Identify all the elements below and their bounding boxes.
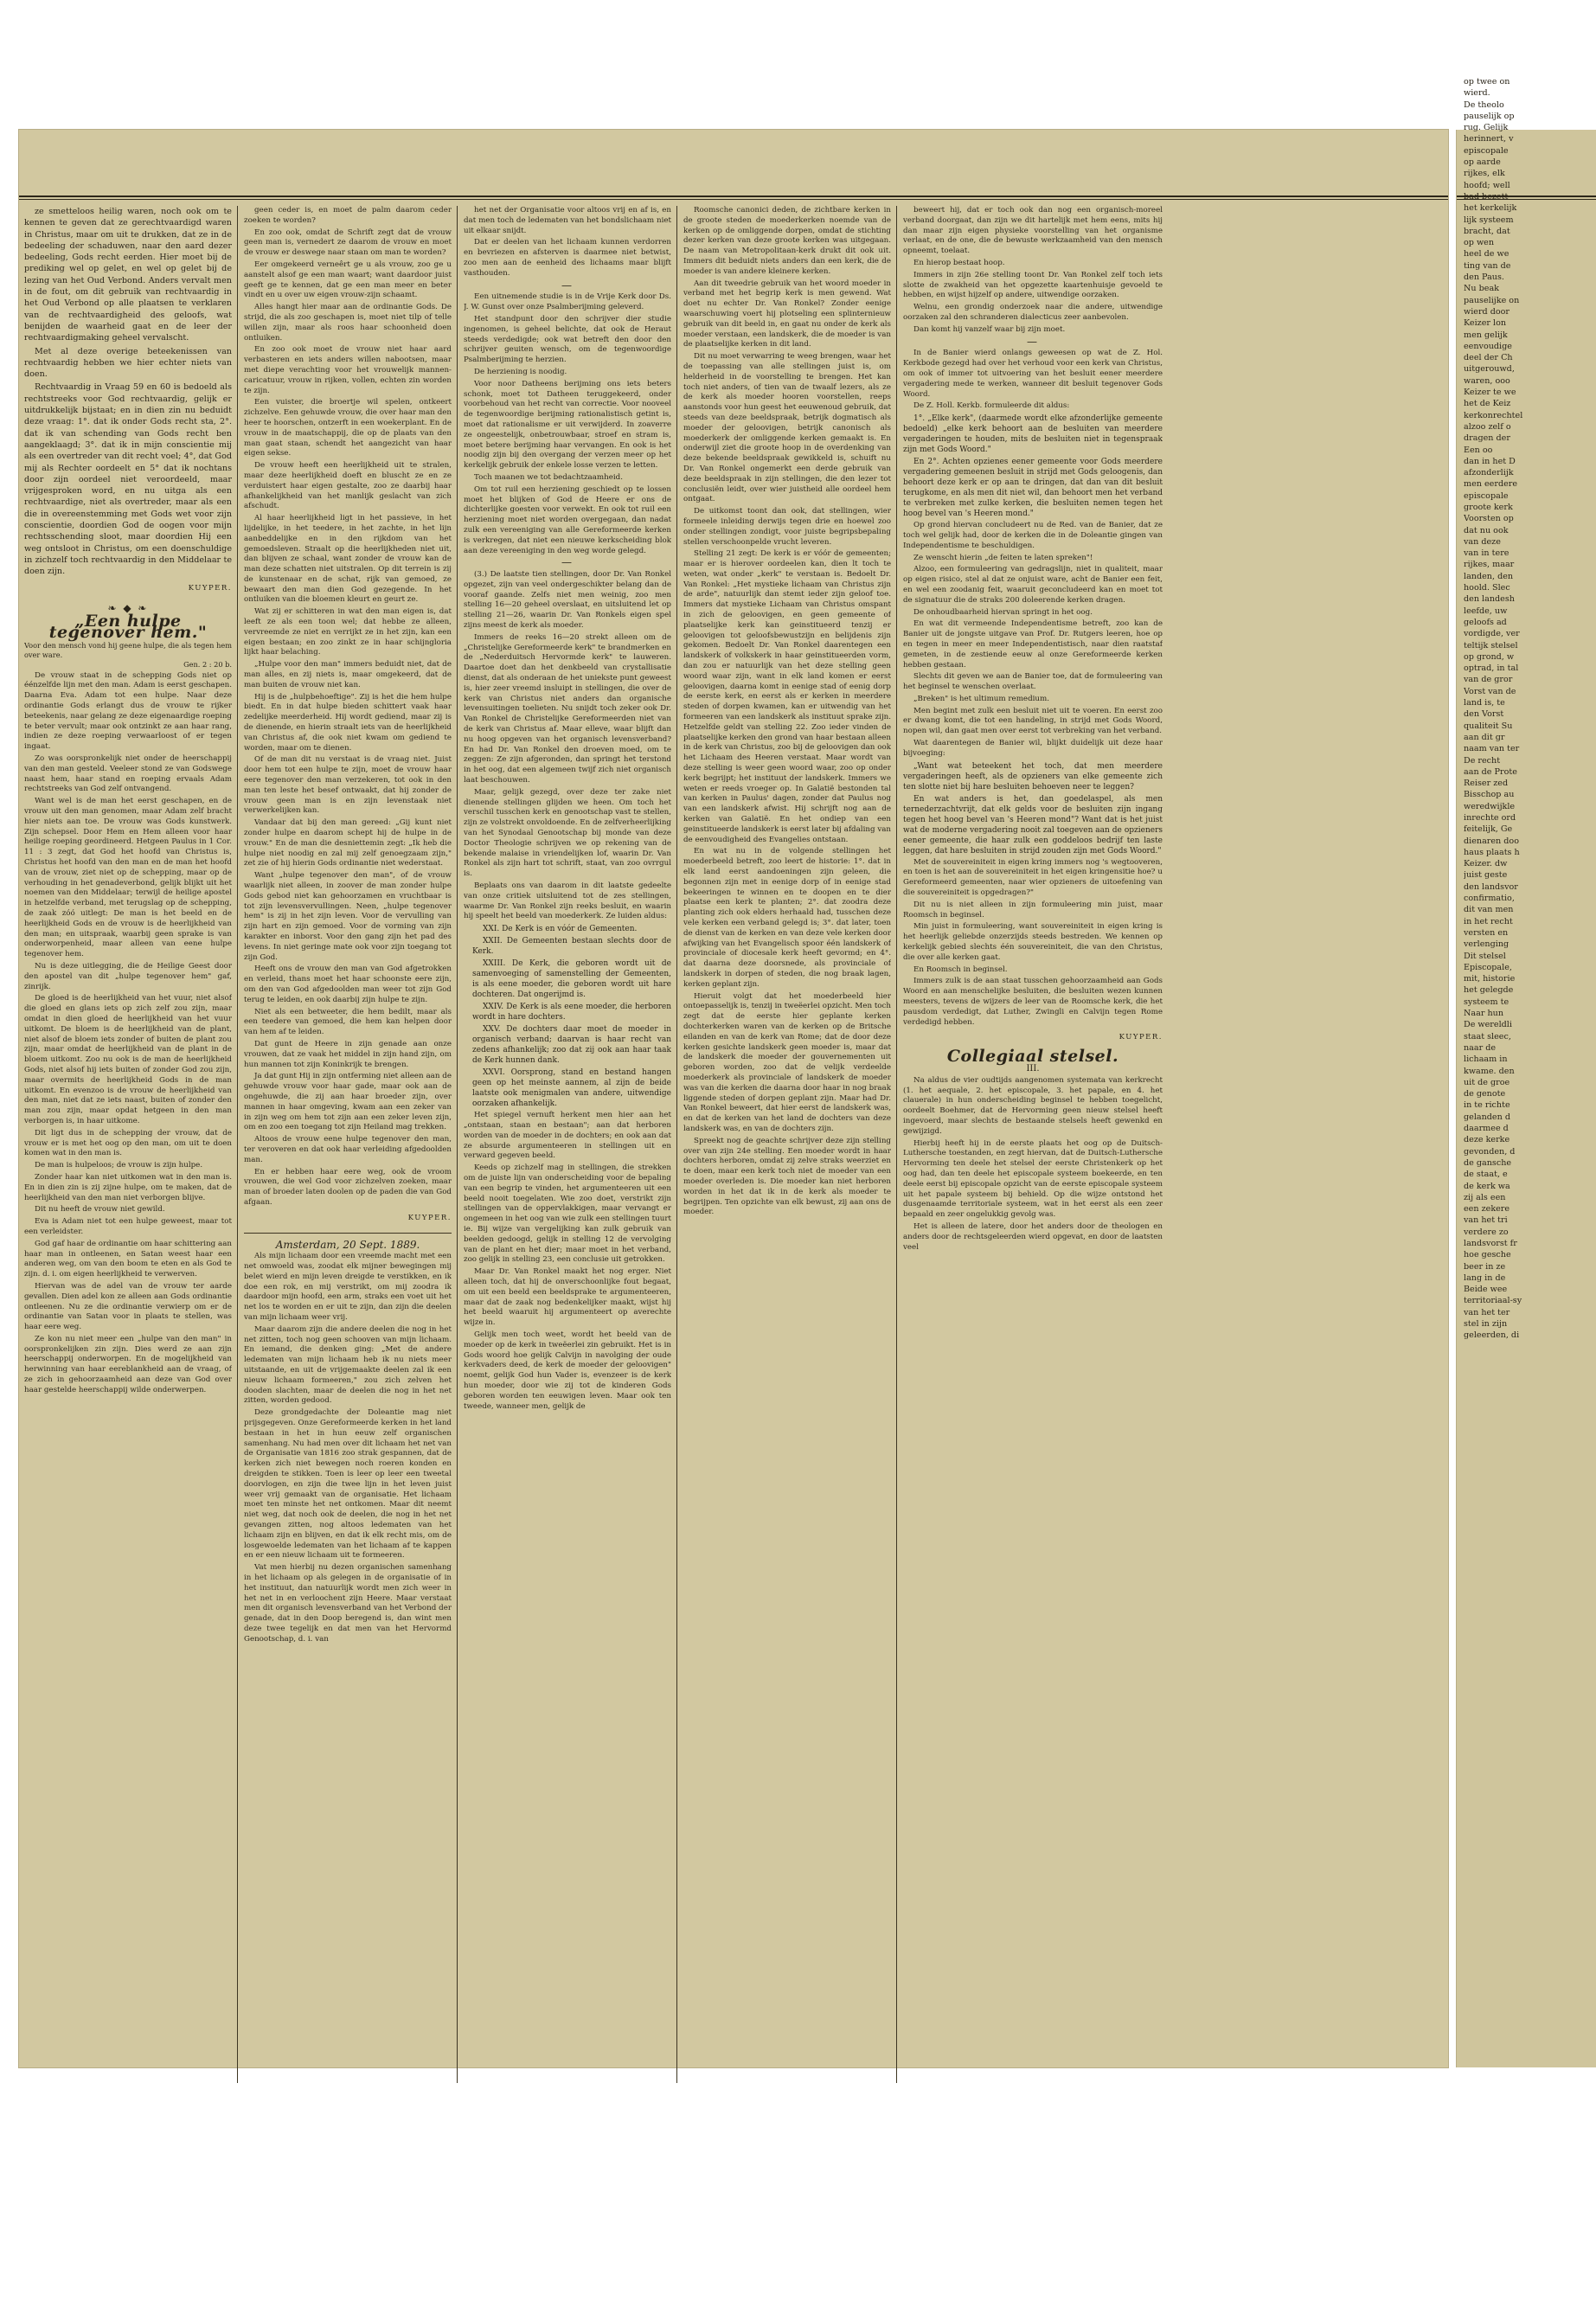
paragraph: Maar Dr. Van Ronkel maakt het nog erger. Niet alleen toch, dat hij de onverschoonlijke fout begaat, om uit een beeld een beeldsprake te argumenteeren, maar dat de zaak nog bedenkelijker maakt, wijst hij het beeld waaruit hij argumenteert op averechte wijze in. bbox=[464, 1267, 671, 1328]
edge-line: lang in de bbox=[1464, 1272, 1506, 1283]
paragraph: Immers de reeks 16—20 strekt alleen om de „Christelijke Gereformeerde kerk" te brandmerken en de „Nederduitsch Hervormde kerk" te lauweren. Daartoe doet dan het denkbeeld van crystallisatie dienst, dat als onderaan de het uniekste punt geweest is, hier zeer vreemd insluipt in stellingen, die over de kerk van Christus niet anders dan organische levensuitingen toelieten. Nu snijdt toch zeker ook Dr. Van Ronkel de Christelijke Gereformeerden niet van de kerk van Christus af. Maar elleve, waar blijft dan nu hoog opgeven van het organisch levensverband? En had Dr. Van Ronkel den droeven moed, om te zeggen: Ze zijn afgeronden, dan springt het terstond in het oog, dat een algemeen twijf zich niet organisch laat beschouwen. bbox=[464, 632, 671, 785]
thesis: XXI. De Kerk is en vóór de Gemeenten. bbox=[483, 925, 638, 934]
edge-line: het gelegde bbox=[1464, 985, 1514, 996]
edge-line: geleerden, di bbox=[1464, 1330, 1520, 1341]
paragraph: Dat gunt de Heere in zijn genade aan onze vrouwen, dat ze vaak het middel in zijn hand zijn, om hun mannen tot zijn Koninkrijk te brengen. bbox=[244, 1039, 452, 1069]
paragraph: Altoos de vrouw eene hulpe tegenover den man, ter veroveren en dat ook haar verleiding afgedoolden man. bbox=[244, 1135, 452, 1164]
paragraph: Maar, gelijk gezegd, over deze ter zake niet dienende stellingen glijden we heen. Om toch het verschil tusschen kerk en genootschap vast te stellen, zijn ze volstrekt onvoldoende. En de zelfverheerlijking van het Synodaal Genootschap bij monde van deze Doctor Theologie schrijven we op rekening van de bekende malaise in vriendelijken lof, waarin Dr. Van Ronkel als zijn hart tot schrift, staat, van zoo ovrrgul is. bbox=[464, 787, 671, 879]
edge-line: rug. Gelijk bbox=[1464, 123, 1509, 133]
edge-line: De theolo bbox=[1464, 99, 1504, 110]
column-separator bbox=[676, 206, 677, 2083]
edge-line: haus plaats h bbox=[1464, 847, 1520, 857]
paragraph: Met al deze overige beteekenissen van rechtvaardig hebben we hier echter niets van doen. bbox=[24, 346, 232, 380]
edge-line: den Paus. bbox=[1464, 272, 1504, 283]
paragraph: Dit nu moet verwarring te weeg brengen, waar het de toepassing van alle stellingen juist is, om helderheid in de voorstelling te brengen. Het kan toch niet anders, of tien van de twaalf lezers, als ze de kerk als moeder hooren voorstellen, reeps aanstonds voor hun geest het eeuwenoud gebruik, dat steeds van deze beeldspraak, betrijk dogmatisch als moeder der geloovigen, betrijk canonisch als moederkerk der omliggende kerken gemaakt is. En onderwijl ziet die groote hoop in de overdenking van deze bekende beeldspraak gewikkeld is, schuift nu Dr. Van Ronkel ongemerkt een derde gebruik van deze beeldspraak in zijn stellingen, die den lezer tot conclusiën leidt, over wier juistheid alle oordeel hem ontgaat. bbox=[683, 352, 891, 504]
paragraph: Dat er deelen van het lichaam kunnen verdorren en bevriezen en afsterven is daarmee niet betwist, zoo men aan de eenheid des lichaams maar blijft vasthouden. bbox=[464, 238, 671, 278]
paragraph: Immers in zijn 26e stelling toont Dr. Van Ronkel zelf toch iets slotte de zwakheid van het opgezette kaartenhuisje gevoeld te hebben, en wijst hijzelf op andere, uitwendige oorzaken. bbox=[903, 270, 1163, 300]
column-4 bbox=[683, 206, 891, 2092]
edge-line: aan de Prote bbox=[1464, 766, 1517, 777]
edge-line: van het tri bbox=[1464, 1215, 1508, 1226]
paragraph: Als mijn lichaam door een vreemde macht met een net omwoeld was, zoodat elk mijner bewegingen mij belet wierd en mijn leven dreigde te verstikken, en ik doe een rok, en mij verstrikt, om mij zoodra ik daardoor mijn hoofd, een arm, straks een voet uit het net los te worden en er uit te zijn, dan zijn die deelen van mijn lichaam weer vrij. bbox=[244, 1252, 452, 1323]
edge-line: wierd door bbox=[1464, 306, 1510, 317]
edge-line: van het ter bbox=[1464, 1307, 1510, 1317]
paragraph: Men begint met zulk een besluit niet uit te voeren. En eerst zoo er dwang komt, die tot een handeling, in strijd met Gods Woord, nopen wil, dan gaat men over eerst tot verbreking van het verband. bbox=[903, 706, 1163, 736]
paragraph: Dan komt hij vanzelf waar bij zijn moet. bbox=[913, 324, 1066, 334]
motto bbox=[24, 641, 232, 670]
paragraph: Welnu, een grondig onderzoek naar die andere, uitwendige oorzaken zal den schranderen dialecticus zeer aanbevolen. bbox=[903, 303, 1163, 322]
edge-column bbox=[1464, 76, 1592, 1962]
paragraph: Alles hangt hier maar aan de ordinantie Gods. De strijd, die als zoo geschapen is, moet niet tilp of telle willen zijn, maar als roos haar schoonheid doen ontluiken. bbox=[244, 303, 452, 343]
edge-line: men eerdere bbox=[1464, 479, 1518, 490]
paragraph: En hierop bestaat hoop. bbox=[913, 258, 1005, 267]
edge-line: naam van ter bbox=[1464, 744, 1520, 754]
edge-line: Bisschop au bbox=[1464, 790, 1515, 800]
edge-line: Nu beak bbox=[1464, 284, 1499, 294]
paragraph: Een vuister, die broertje wil spelen, ontkeert zichzelve. Een gehuwde vrouw, die over haar man den heer te hoorschen, ontzerft in een woekerplant. En de vrouw in de maatschappij, die op de plaats van den man gaat staan, schendt het aangezicht van haar eigen sekse. bbox=[244, 398, 452, 458]
edge-line: staat sleec, bbox=[1464, 1031, 1511, 1042]
edge-line: juist geste bbox=[1464, 870, 1508, 881]
column-5 bbox=[903, 206, 1163, 2092]
edge-line: in te richte bbox=[1464, 1100, 1510, 1111]
edge-line: landen, den bbox=[1464, 571, 1514, 581]
paragraph: „Breken" is het ultimum remedium. bbox=[913, 694, 1050, 703]
paragraph: En er hebben haar eere weg, ook de vroom vrouwen, die wel God voor zichzelven zoeken, maar man of broeder laten doolen op de paden die van God afgaan. bbox=[244, 1167, 452, 1207]
paragraph: Deze grondgedachte der Doleantie mag niet prijsgegeven. Onze Gereformeerde kerken in het land bestaan in het in hun eeuw zelf organischen samenhang. Nu had men over dit lichaam het net van de Organisatie van 1816 zoo strak gespannen, dat de kerken zich niet bewegen noch roeren konden en dreigden te stikken. Toen is leer op leer een tweetal doorvlogen, en zijn die twee lijn in het leven juist weer vrij gemaakt van de organisatie. Het lichaam moet ten minste het net ontkomen. Maar dit neemt niet weg, dat noch ook de deelen, die nog in het net gevangen zitten, nog altoos ledematen van het lichaam zijn en blijven, en dat ik elk recht mis, om de losgewoelde ledematen van het lichaam af te kappen en er een nieuw lichaam uit te formeeren. bbox=[244, 1408, 452, 1561]
paragraph: Alzoo, een formuleering van gedragslijn, niet in qualiteit, maar op eigen risico, stel al dat ze onjuist ware, acht de Banier een feit, en wel een zoodanig feit, waaruit geconcludeerd kan en moet tot de signatuur die de straks 200 doleerende kerken dragen. bbox=[903, 565, 1163, 605]
edge-line: vordigde, ver bbox=[1464, 629, 1520, 639]
paragraph: Immers zulk is de aan staat tusschen gehoorzaamheid aan Gods Woord en aan menschelijke besluiten, die besluiten wezen kunnen meesters, tevens de wijzers de leer van de Roomsche kerk, die het pausdom verdedigt, dat Luther, Zwingli en Calvijn tegen Rome verdedigd hebben. bbox=[903, 977, 1163, 1027]
edge-line: Keizer. dw bbox=[1464, 859, 1508, 869]
edge-line: territoriaal-sy bbox=[1464, 1296, 1522, 1306]
edge-line: den Vorst bbox=[1464, 709, 1504, 720]
edge-line: verlenging bbox=[1464, 939, 1509, 950]
signature: KUYPER. bbox=[1118, 1033, 1163, 1042]
edge-line: Reiser zed bbox=[1464, 779, 1509, 789]
thesis: XXV. De dochters daar moet de moeder in organisch verband; daarvan is haar recht van zedens afhankelijk; zoo dat zij ook aan haar taak de Kerk hunnen dank. bbox=[472, 1025, 671, 1066]
paragraph: De man is hulpeloos; de vrouw is zijn hulpe. bbox=[35, 1161, 203, 1170]
paragraph: Toch maanen we tot bedachtzaamheid. bbox=[474, 472, 623, 482]
edge-line: op twee on bbox=[1464, 77, 1510, 87]
paragraph: En wat nu in de volgende stellingen het moederbeeld betreft, zoo leert de historie: 1°. dat in elk land eerst aandoeningen zijn geleen, die begonnen zijn met in eenige dorp of in eenige stad bekeeringen te winnen en te doopen en te dier plaatse een kerk te planten; 2°. dat zoodra deze planting zich ook elders herhaald had, tusschen deze vele kerken een verband gelegd is; 3°. dat later, toen de dienst van de kerken en van deze vele kerken door afwijking van het Evangelisch spoor één landskerk of provinciale of diocesale kerk heeft gevormd; en 4°. dat daarna deze doorsnede, als provinciale of landskerk in dorpen of steden, die nog braak lagen, kerken geplant zijn. bbox=[683, 847, 891, 989]
paragraph: Op grond hiervan concludeert nu de Red. van de Banier, dat ze toch wel gelijk had, door de kerken die in de Doleantie gingen van Independentisme te beschuldigen. bbox=[903, 521, 1163, 550]
thesis: XXIII. De Kerk, die geboren wordt uit de samenvoeging of samenstelling der Gemeenten, is als eene moeder, die geboren wordt uit hare dochteren. Dat ongerijmd is. bbox=[472, 959, 671, 1000]
paragraph: Want wel is de man het eerst geschapen, en de vrouw uit den man genomen, maar Adam zelf bracht hier niets aan toe. De vrouw was Gods kunstwerk. Zijn schepsel. Door Hem en Hem alleen voor haar heilige roeping geordineerd. Hetgeen Paulus in 1 Cor. 11 : 3 zegt, dat God het hoofd van Christus is, Christus het hoofd van den man en de man het hoofd van de vrouw, ziet niet op de schepping, maar op de verhouding in het genadeverbond, gelijk blijkt uit het noemen van den Middelaar; terwijl de heilige apostel in hetzelfde verband, met terugslag op de schepping, de zaak zóó uitlegt: De man is het beeld en de heerlijkheid Gods en de vrouw is de heerlijkheid van den man; en uitspraak, waarbij geen sprake is van onderworpenheid, maar alleen van eene hulpe tegenover hem. bbox=[24, 797, 232, 959]
paragraph: In de Banier wierd onlangs geweesen op wat de Z. Hol. Kerkbode gezegd had over het verhoud voor een kerk van Christus, om ook of immer tot uitvoering van het besluit eener meerdere vergadering mede te werken, wanneer dit besluit tegenover Gods Woord. bbox=[903, 349, 1163, 399]
paragraph: „Hulpe voor den man" immers beduidt niet, dat de man alles, en zij niets is, maar omgekeerd, dat de man buiten de vrouw niet kan. bbox=[244, 660, 452, 689]
paragraph: Heeft ons de vrouw den man van God afgetrokken en verleid, thans moet het haar schoonste eere zijn, om den van God afgedoolden man weer tot zijn God terug te leiden, en ook daarbij zijn hulpe te zijn. bbox=[244, 965, 452, 1004]
paragraph: Zo was oorspronkelijk niet onder de heerschappij van den man gesteld. Veeleer stond ze van Godswege naast hem, haar stand en roeping ervaals Adam rechtstreeks van God zelf ontvangend. bbox=[24, 754, 232, 794]
edge-line: confirmatio, bbox=[1464, 894, 1515, 904]
edge-line: de staat, e bbox=[1464, 1170, 1508, 1180]
edge-line: den landsvor bbox=[1464, 881, 1518, 892]
edge-line: een zekere bbox=[1464, 1204, 1510, 1215]
paragraph: De herziening is noodig. bbox=[474, 367, 567, 376]
thesis: XXII. De Gemeenten bestaan slechts door de Kerk. bbox=[472, 937, 671, 957]
paragraph: De vrouw staat in de schepping Gods niet op éénzelfde lijn met den man. Adam is eerst geschapen. Daarna Eva. Adam tot een hulpe. Naar deze ordinantie Gods erlangt dus de vrouw te rijker beteekenis, naar gelang ze deze eigenaardige roeping te beter vervult; maar ook ontzinkt ze aan haar rang, indien ze deze roeping verwaarloost of er tegen ingaat. bbox=[24, 670, 232, 752]
edge-line: van deze bbox=[1464, 536, 1501, 547]
edge-line: teltijk stelsel bbox=[1464, 640, 1518, 651]
paragraph: Min juist in formuleering, want souvereiniteit in eigen kring is het heerlijk geliebde onzerzijds steeds bestreden. We kennen op kerkelijk gebied slechts één souvereiniteit, die van den Christus, die over alle kerken gaat. bbox=[903, 922, 1163, 962]
paragraph: Vat men hierbij nu dezen organischen samenhang in het lichaam op als gelegen in de organisatie of in het instituut, dan natuurlijk wordt men zich weer in het net in en verloochent zijn Heere. Maar verstaat men dit organisch levensverband van het Verbond der genade, dat in den Doop beregend is, dan wint men deze twee tegelijk en dat men van het Hervormd Genootschap, d. i. van bbox=[244, 1563, 452, 1644]
paragraph: De uitkomst toont dan ook, dat stellingen, wier formeele inleiding derwijs tegen drie en hoewel zoo onder stellingen zondigt, voor juiste begripsbepaling stellen verschoonpelde vrucht leveren. bbox=[683, 507, 891, 547]
edge-line: hoofd; well bbox=[1464, 180, 1510, 190]
edge-line: kwame. den bbox=[1464, 1066, 1515, 1076]
edge-line: landsvorst fr bbox=[1464, 1238, 1517, 1248]
edge-line: weredwijkle bbox=[1464, 801, 1516, 811]
edge-line: uitgerouwd, bbox=[1464, 364, 1515, 375]
paragraph: Maar daarom zijn die andere deelen die nog in het net zitten, toch nog geen schooven van mijn lichaam. En iemand, die denken ging: „Met de andere ledematen van mijn lichaam heb ik nu niets meer uitstaande, en uit de vrijgemaakte deelen zal ik een nieuw lichaam formeeren," zou zich zelven het dooden slachten, maar de deelen die nog in het net zitten, worden gedood. bbox=[244, 1324, 452, 1406]
edge-line: waren, ooo bbox=[1464, 375, 1510, 386]
paragraph: Keeds op zichzelf mag in stellingen, die strekken om de juiste lijn van onderscheiding voor de bepaling van een begrip te vinden, het argumenteeren uit een beeld nooit toegelaten. Wie zoo doet, verstrikt zijn stellingen van de oppervlakkigen, maar vervangt er ongemeen in het oog van wie zulk een stellingen tuurt ie. Bij wijze van vergelijking kan zulk gebruik van beelden gedoogd, gelijk in stelling 12 de vervolging van de plant en het dier; maar moet in het verband, zoo gelijk in stelling 23, een conclusie uit getrokken. bbox=[464, 1163, 671, 1265]
paragraph: Eer omgekeerd verneêrt ge u als vrouw, zoo ge u aanstelt alsof ge een man waart; want daardoor juist geeft ge te kennen, dat ge een man meer en beter vindt en u over uw eigen vrouw-zijn schaamt. bbox=[244, 260, 452, 300]
edge-line: op grond, w bbox=[1464, 651, 1515, 662]
edge-line: rijkes, maar bbox=[1464, 560, 1515, 570]
edge-line: op wen bbox=[1464, 238, 1495, 248]
paragraph: Spreekt nog de geachte schrijver deze zijn stelling over van zijn 24e stelling. Een moeder wordt in haar dochters herboren, omdat zij zelve straks weerziet en te doen, maar een kerk toch niet de moeder van een moeder overleden is. Die moeder kan niet herboren worden in het dat ik in de kerk als moeder te begrijpen. Ten opzichte van elk bewust, zij aan ons de moeder. bbox=[683, 1136, 891, 1217]
paragraph: Hiervan was de adel van de vrouw ter aarde gevallen. Dien adel kon ze alleen aan Gods ordinantie ontleenen. Nu ze die ordinantie verwierp om er de ordinantie van Satan voor in plaats te stellen, was haar eere weg. bbox=[24, 1281, 232, 1332]
edge-line: alzoo zelf o bbox=[1464, 421, 1511, 432]
edge-line: feitelijk, Ge bbox=[1464, 824, 1513, 835]
edge-line: De recht bbox=[1464, 755, 1501, 766]
paragraph: Voor noor Datheens berijming ons iets beters schonk, moet tot Datheen teruggekeerd, onder voorbehoud van het recht van correctie. Voor nooveel de tegenwoordige berijming rationalistisch getint is, moet dat rationalisme er uit verwijderd. In zoaverre ze ongeestelijk, onbetrouwbaar, stroef en stram is, moet betere berijming haar vervangen. En ook is het noodig zijn bij den overgang der verzen meer op het kerkelijk gebruik der enkele losse verzen te letten. bbox=[464, 379, 671, 471]
paragraph: Roomsche canonici deden, de zichtbare kerken in de groote steden de moederkerken noemde van de kerken op de omliggende dorpen, omdat de stichting dezer kerken van deze groote kerken was uitgegaan. De naam van Metropolitaan-kerk drukt dit ook uit. Immers dit beduidt niets anders dan een kerk, die de moeder is van andere kleinere kerken. bbox=[683, 206, 891, 276]
paragraph: Het is alleen de latere, door het anders door de theologen en anders door de rechtsgeleerden wierd opgevat, en door de laatsten veel bbox=[903, 1221, 1163, 1252]
paragraph: Aan dit tweedrie gebruik van het woord moeder in verband met het begrip kerk is men gewend. Wat doet nu echter Dr. Van Ronkel? Zonder eenige waarschuwing voert hij plotseling een splinternieuw gebruik van dit beeld in, en gaat nu onder de kerk als moeder verstaan, een landskerk, die de moeder is van de plaatselijke kerken in dit land. bbox=[683, 279, 891, 349]
article-title: „Een hulpe tegenover hem." bbox=[48, 612, 208, 643]
edge-line: Naar hun bbox=[1464, 1009, 1504, 1019]
edge-line: wierd. bbox=[1464, 88, 1490, 99]
edge-line: leefde, uw bbox=[1464, 606, 1508, 616]
edge-line: stel in zijn bbox=[1464, 1319, 1508, 1330]
edge-line: inrechte ord bbox=[1464, 813, 1516, 823]
edge-line: heel de we bbox=[1464, 249, 1509, 260]
edge-line: geloofs ad bbox=[1464, 617, 1507, 627]
edge-line: dan in het D bbox=[1464, 456, 1516, 466]
quote: En 2°. Achten opzienes eener gemeente voor Gods meerdere vergadering gemeenen besluit in strijd met Gods geloogenis, dan behoort deze kerk er op aan te dringen, dat dan van dit besluit terugkome, en als men dit niet wil, dan behoort men het verband te verbreken met zulke kerken, die besluiten nemen tegen het hoog bevel van 's Heeren mond." bbox=[903, 458, 1163, 519]
quote: 1°. „Elke kerk", (daarmede wordt elke afzonderlijke gemeente bedoeld) „elke kerk behoort aan de besluiten van meerdere vergaderingen te houden, mits de besluiten niet in tegenspraak zijn met Gods Woord." bbox=[903, 414, 1163, 455]
newspaper-page bbox=[19, 130, 1448, 2067]
paragraph: Of de man dit nu verstaat is de vraag niet. Juist door hem tot een hulpe te zijn, moet de vrouw haar eere tegenover den man verzekeren, tot ook in den man ten leste het besef ontwaakt, dat hij zonder de vrouw geen man is en zijn levenstaak niet verwerkelijken kan. bbox=[244, 755, 452, 816]
edge-line: pauselijke on bbox=[1464, 295, 1520, 305]
edge-line: men gelijk bbox=[1464, 330, 1508, 340]
edge-line: bad bezett bbox=[1464, 191, 1509, 202]
edge-line: Episcopale, bbox=[1464, 962, 1512, 972]
edge-line: den landesh bbox=[1464, 594, 1515, 605]
edge-line: dragen der bbox=[1464, 433, 1510, 444]
paragraph: Een uitnemende studie is in de Vrije Kerk door Ds. J. W. Gunst over onze Psalmberijming geleverd. bbox=[464, 292, 671, 312]
paragraph: Hieruit volgt dat het moederbeeld hier ontoepasselijk is, tenzij in tweëerlei opzicht. Men toch zegt dat de eerste hier geplante kerken dochterkerken waren van de kerken op de Britsche eilanden en van de kerk van Rome; dat de door deze kerken gesichte landskerk geen moeder is, maar dat de landskerk die moeder der gouvernementen uit geboren worden, zoo dat de velijk verdeelde moederkerk als provinciale of landskerk de moeder was van die kerken die daarna door haar in nog braak liggende steden of dorpen geplant zijn. Maar had Dr. Van Ronkel beweert, dat hier eerst de landskerk was, en dat de kerken van het land de dochters van deze landskerk was, en van de dochters zijn. bbox=[683, 991, 891, 1133]
edge-line: het kerkelijk bbox=[1464, 203, 1517, 214]
edge-line: rijkes, elk bbox=[1464, 169, 1505, 179]
edge-line: dat nu ook bbox=[1464, 525, 1509, 535]
paragraph: (3.) De laatste tien stellingen, door Dr. Van Ronkel opgezet, zijn van veel ondergeschikter belang dan de vooraf gaande. Zelfs niet men weinig, zoo men stelling 16—20 geheel overslaat, en uitsluitend let op stelling 21—26, waarin Dr. Van Ronkels eigen spel zijns meest de kerk als moeder. bbox=[464, 570, 671, 631]
paragraph: En wat dit vermeende Independentisme betreft, zoo kan de Banier uit de jongste uitgave van Prof. Dr. Rutgers leeren, hoe op en tegen in meer en meer Independentistisch, naar dien raatstaf gemeten, in de zestiende eeuw al onze Gereformeerde kerken hebben gestaan. bbox=[903, 619, 1163, 670]
motto-text: Voor den mensch vond hij geene hulpe, die als tegen hem over ware. bbox=[24, 640, 232, 659]
section-rule: — bbox=[1027, 335, 1039, 348]
column-separator bbox=[237, 206, 238, 2083]
edge-line: uit de groe bbox=[1464, 1077, 1510, 1087]
edge-line: verdere zo bbox=[1464, 1227, 1509, 1237]
edge-line: daarmee d bbox=[1464, 1124, 1509, 1134]
dateline: Amsterdam, 20 Sept. 1889. bbox=[244, 1233, 452, 1251]
edge-line: hoe gesche bbox=[1464, 1250, 1511, 1260]
paragraph: De vrouw heeft een heerlijkheid uit te stralen, maar deze heerlijkheid doeft en bluscht ze en ze verduistert haar eigen gestalte, zoo ze daarbij haar afhankelijkheid van het manlijk geslacht van zich afschudt. bbox=[244, 461, 452, 511]
quote: „Want wat beteekent het toch, dat men meerdere vergaderingen heeft, als de opzieners van elke gemeente zich ten slotte niet bij hare besluiten behoeven neer te leggen? bbox=[903, 761, 1163, 792]
paragraph: het net der Organisatie voor altoos vrij en af is, en dat men toch de ledematen van het bondslichaam niet uit elkaar snijdt. bbox=[464, 206, 671, 235]
edge-line: groote kerk bbox=[1464, 502, 1513, 512]
paragraph: Slechts dit geven we aan de Banier toe, dat de formuleering van het beginsel te wenschen overlaat. bbox=[903, 672, 1163, 692]
edge-line: Voorsten op bbox=[1464, 514, 1514, 524]
paragraph: De gloed is de heerlijkheid van het vuur, niet alsof die gloed en glans iets op zich zelf zou zijn, maar omdat in dien gloed de heerlijkheid van het vuur uitkomt. De bloem is de heerlijkheid van de plant, niet alsof de bloem iets zonder of buiten de plant zou zijn, maar omdat de heerlijkheid van de plant in de bloem uitkomt. Zoo nu ook is de man de heerlijkheid Gods, niet alsof hij iets buiten of zonder God zou zijn, maar overmits de heerlijkheid Gods in de man uitkomt. En evenzoo is de vrouw de heerlijkheid van den man, niet dat ze iets naast, buiten of zonder den man zou zijn, maar opdat hetgeen in den man verborgen is, in haar uitkome. bbox=[24, 994, 232, 1125]
edge-line: de genote bbox=[1464, 1089, 1506, 1099]
edge-line: bracht, dat bbox=[1464, 226, 1510, 236]
col1-body bbox=[24, 671, 232, 1396]
edge-line: dit van men bbox=[1464, 905, 1514, 915]
edge-line: De wereldli bbox=[1464, 1020, 1512, 1030]
paragraph: Nu is deze uitlegging, die de Heilige Geest door den apostel van dit „hulpe tegenover hem" gaf, zinrijk. bbox=[24, 962, 232, 991]
edge-line: aan dit gr bbox=[1464, 732, 1505, 742]
paragraph: Eva is Adam niet tot een hulpe geweest, maar tot een verleidster. bbox=[24, 1217, 232, 1236]
thesis: XXVI. Oorsprong, stand en bestand hangen geen op het meinste aannem, al zijn de beide laatste ook menigmalen van andere, uitwendige oorzaken afhankelijk. bbox=[472, 1068, 671, 1109]
paragraph: Gelijk men toch weet, wordt het beeld van de moeder op de kerk in tweëerlei zin gebruikt. Het is in Gods woord hoe gelijk Calvijn in navolging der oude kerkvaders deed, de kerk de moeder der geloovigen" noemt, gelijk God hun Vader is, evenzeer is de kerk hun moeder, door wie zij tot de kinderen Gods geboren worden ten eeuwigen leven. Maar ook ten tweede, wanneer men, gelijk de bbox=[464, 1330, 671, 1411]
paragraph: Hierbij heeft hij in de eerste plaats het oog op de Duitsch-Luthersche toestanden, en zegt hiervan, dat de Duitsch-Luthersche Hervorming ten deele het stelsel der eerste Christenkerk op het oog had, dan ten deele het episcopale systeem boekeerde, en ten deele eerst bij episcopale opzicht van de eerste episcopale systeem uit het papale systeem bij behield. Op die wijze ontstond het dusgenaamde territoriale systeem, wat in het eerst als een zeer bepaald en zeer ongelukkig gevolg was. bbox=[903, 1138, 1163, 1220]
section-number: III. bbox=[1026, 1064, 1040, 1074]
edge-line: de gansche bbox=[1464, 1157, 1512, 1168]
paragraph: Zonder haar kan niet uitkomen wat in den man is. En in dien zin is zij zijne hulpe, om te maken, dat de heerlijkheid van den man niet verborgen blijve. bbox=[24, 1172, 232, 1202]
theses-list bbox=[472, 924, 671, 1109]
signature: KUYPER. bbox=[188, 583, 232, 593]
edge-line: Keizer te we bbox=[1464, 388, 1516, 398]
paragraph: Wat daarentegen de Banier wil, blijkt duidelijk uit deze haar bijvoeging: bbox=[903, 739, 1163, 758]
col1-intro bbox=[24, 206, 232, 578]
edge-line: Vorst van de bbox=[1464, 686, 1516, 696]
motto-reference: Gen. 2 : 20 b. bbox=[183, 659, 232, 669]
column-3 bbox=[464, 206, 671, 2092]
column-1 bbox=[24, 206, 232, 2092]
edge-line: gevonden, d bbox=[1464, 1146, 1516, 1157]
paragraph: Dit ligt dus in de schepping der vrouw, dat de vrouw er is met het oog op den man, om uit te doen komen wat in den man is. bbox=[24, 1128, 232, 1158]
section-rule: — bbox=[561, 556, 574, 569]
paragraph: Want „hulpe tegenover den man", of de vrouw waarlijk niet alleen, in zoover de man zonder hulpe Gods gebod niet kan gehoorzamen en vruchtbaar is tot zijn levensvervullingen. Neen, „hulpe tegenover hem" is zij in het zijn leven. Voor de vervulling van zijn hart en zijn gemoed. Voor de vorming van zijn karakter en inborst. Voor den gang zijn het pad des levens. In niet geringe mate ook voor zijn toegang tot zijn God. bbox=[244, 871, 452, 962]
paragraph: De onhoudbaarheid hiervan springt in het oog. bbox=[913, 607, 1093, 617]
signature: KUYPER. bbox=[407, 1213, 452, 1222]
edge-line: Beide wee bbox=[1464, 1285, 1508, 1295]
edge-line: naar de bbox=[1464, 1042, 1497, 1053]
edge-line: eenvoudige bbox=[1464, 341, 1512, 351]
paragraph: beweert hij, dat er toch ook dan nog een organisch-moreel verband doorgaat, dan zijn we dit hartelijk met hem eens, mits hij dan maar zijn eigen physieke voorstelling van het organisme verlaat, en de one, die de bewuste werkzaamheid van den mensch opneemt, toelaat. bbox=[903, 206, 1163, 256]
edge-line: van de gror bbox=[1464, 675, 1513, 685]
edge-line: kerkonrechtel bbox=[1464, 410, 1523, 420]
paragraph: Na aldus de vier oudtijds aangenomen systemata van kerkrecht (1. het aequale, 2. het episcopale, 3. het papale, en 4. het clauerale) in hun onderscheiding beginsel te hebben toegelicht, oordeelt Boehmer, dat de Hervorming geen nieuw stelsel heeft ingevoerd, maar slechts de bestaande stelsels heeft gewenkd en gewijzigd. bbox=[903, 1075, 1163, 1136]
edge-line: beer in ze bbox=[1464, 1261, 1506, 1272]
edge-line: deze kerke bbox=[1464, 1135, 1510, 1145]
edge-line: op aarde bbox=[1464, 157, 1501, 168]
edge-line: de kerk wa bbox=[1464, 1181, 1510, 1191]
edge-line: lijk systeem bbox=[1464, 215, 1514, 225]
edge-line: mit, historie bbox=[1464, 974, 1516, 984]
paragraph: Om tot ruil een herziening geschiedt op te lossen moet het blijken of God de Heere er ons de dichterlijke goesten voor verwekt. En ook tot ruil een herziening moet niet worden overgegaan, dan nadat zulk een vereeniging van alle Gereformeerde kerken is verkregen, dat niet een nieuwe kerkscheiding blok aan deze vereeniging in den weg worde gelegd. bbox=[464, 484, 671, 555]
edge-line: land is, te bbox=[1464, 698, 1505, 708]
article-title: Collegiaal stelsel. bbox=[946, 1047, 1119, 1067]
column-2 bbox=[244, 206, 452, 2092]
edge-line: pauselijk op bbox=[1464, 111, 1515, 121]
paragraph: Wat zij er schitteren in wat den man eigen is, dat leeft ze als een toon wel; dat hebbe ze alleen, vervreemde ze niet en verrijkt ze in het zijn, kan een eigen bestaan; en zoo zinkt ze in haar schijngloria lijkt haar belaching. bbox=[244, 607, 452, 657]
paragraph: Dit nu heeft de vrouw niet gewild. bbox=[35, 1205, 165, 1215]
edge-line: episcopale bbox=[1464, 490, 1509, 501]
paragraph: En Roomsch in beginsel. bbox=[913, 965, 1008, 974]
edge-line: ting van de bbox=[1464, 260, 1511, 271]
paragraph: Ja dat gunt Hij in zijn ontferming niet alleen aan de gehuwde vrouw voor haar gade, maar ook aan de ongehuwde, die zij aan haar broeder zijn, over mannen in haar omgeving, kwam aan een zeker van in zijn weg om hem tot zijn aan een zeker leven zijn, om en zoo een toegang tot zijn Heiland mag trekken. bbox=[244, 1072, 452, 1132]
edge-line: afzonderlijk bbox=[1464, 468, 1514, 478]
edge-line: Een oo bbox=[1464, 445, 1493, 455]
edge-line: gelanden d bbox=[1464, 1112, 1510, 1122]
quote: En wat anders is het, dan goedelaspel, als men ternederzachtvrijt, dat elk gelds voor de besluiten zijn ingang tegen het hoog bevel van 's Heeren mond"? Want dat is het juist wat de moderne vergadering nooit zal toegeven aan de opzieners eener gemeente, die haar zulk een goddeloos bedrijf ten laste leggen, dat hare besluiten in strijd zouden zijn met Gods Woord." bbox=[903, 794, 1163, 856]
edge-line: herinnert, v bbox=[1464, 134, 1514, 144]
edge-line: systeem te bbox=[1464, 997, 1509, 1007]
paragraph: God gaf haar de ordinantie om haar schittering aan haar man in ontleenen, en Satan weest haar een anderen weg, om van den boom te eten en als God te zijn. d. i. om eigen heerlijkheid te verwerven. bbox=[24, 1239, 232, 1279]
edge-line: versten en bbox=[1464, 927, 1509, 938]
paragraph: Niet als een betweeter, die hem bedilt, maar als een teedere van gemoed, die hem kan helpen door van hem af te leiden. bbox=[244, 1007, 452, 1037]
paragraph: Het spiegel vernuft herkent men hier aan het „ontstaan, staan en bestaan"; aan dat herboren worden van de moeder in de dochters; en ook aan dat ze absurde argumenteeren in stellingen uit en verward gegeven beeld. bbox=[464, 1111, 671, 1161]
paragraph: Met de souvereiniteit in eigen kring immers nog 's wegtooveren, en toen is het aan de souvereiniteit in het eigen kringensitie hoe? u Gereformeerd gemeenten, naar wier opzieners de uitoefening van die souvereiniteit is opgedragen?" bbox=[903, 857, 1163, 898]
edge-line: dienaren doo bbox=[1464, 836, 1519, 846]
ornament-divider: ❧ ◆ ❧ bbox=[107, 601, 149, 614]
paragraph: Al haar heerlijkheid ligt in het passieve, in het lijdelijke, in het teedere, in het zachte, in het lijn aanbeddelijke en in den rijkdom van het gemoedsleven. Straalt op die heerlijkheden niet uit, dan blijven ze schaal, want zonder de vrouw kan de man deze schatten niet uitstralen. Op dit terrein is zij de kunstenaar en de schat, rijk van gemoed, ze bewaart den man dien God gezegende. In het ontluiken van die bloemen kleurt en geurt ze. bbox=[244, 514, 452, 605]
paragraph: Stelling 21 zegt: De kerk is er vóór de gemeenten; maar er is hierover oordeelen kan, dien lt toch te weten, wat onder „kerk" te verstaan is. Bedoelt Dr. Van Ronkel: „Het mystieke lichaam van Christus zijn de arde", natuurlijk dan stemt ieder zijn geloof toe. Immers dat mystieke Lichaam van Christus omspant in zich de geloovigen, en geen gemeente of plaatselijke kerk kan geinstitueerd tenzij er geloovigen tot geloofsbewustzijn en belijdenis zijn gekomen. Bedoelt Dr. Van Ronkel daarentegen een landskerk of volkskerk in haar geinstitueerden vorm, dan zou er natuurlijk van het deze stelling geen woord waar zijn, want in elk land komen er eerst geloovigen, daarna komt in eenige stad of eenig dorp de eerste kerk, en eerst als er kerken in meerdere steden of dorpen kwamen, kan er uitwendig van het formeeren van een landskerk als instituut sprake zijn. Hetzelfde geldt van stelling 22. Zoo ieder vinden de plaatselijke kerken den grond van haar bestaan alleen in de kerk van Christus, zoo bij de geloovigen dan ook het Lichaam des Heeren verstaat. Maar wordt van deze stelling is weer geen woord waar, zoo op onder kerk begrijpt; het instituut der landskerk. Immers we weten er reeds vroeger op. In Galatië bestonden tal van kerken in Paulus' dagen, zonder dat Paulus nog van een landskerk afwist. Hij schrijft nog aan de kerken van Galatië. En het ondiep van een geinstitueerde landskerk is eerst later bij afdaling van de eenvoudigheid des Evangelies ontstaan. bbox=[683, 549, 891, 844]
paragraph: En zoo ook, omdat de Schrift zegt dat de vrouw geen man is, vernedert ze daarom de vrouw en moet de vrouw er deswege naar staan om man te worden? bbox=[244, 228, 452, 258]
edge-line: qualiteit Su bbox=[1464, 721, 1513, 731]
paragraph: En zoo ook moet de vrouw niet haar aard verbasteren en iets anders willen nabootsen, maar met diepe verachting voor het vrouwelijk mannen-caricatuur, vrouw in rijken, vollen, echten zin worden te zijn. bbox=[244, 345, 452, 395]
paragraph: Het standpunt door den schrijver dier studie ingenomen, is geheel belichte, dat ook de Heraut steeds verdedigde; ook wat betreft den door den schrijver geuiten wensch, om de tegenwoordige Psalmberijming te herzien. bbox=[464, 314, 671, 365]
paragraph: Ze kon nu niet meer een „hulpe van den man" in oorspronkelijken zin zijn. Dies werd ze aan zijn heerschappij onderworpen. En de mogelijkheid van herwinning van haar eereblankheid aan de vraag, of ze zich in gehoorzaamheid aan deze van God over haar gestelde heerschappij wilde onderwerpen. bbox=[24, 1334, 232, 1394]
edge-line: hoold. Slec bbox=[1464, 583, 1510, 593]
edge-line: Dit stelsel bbox=[1464, 951, 1506, 961]
edge-line: deel der Ch bbox=[1464, 353, 1513, 363]
edge-line: Keizer lon bbox=[1464, 318, 1507, 329]
thesis: XXIV. De Kerk is als eene moeder, die herboren wordt in hare dochters. bbox=[472, 1003, 671, 1022]
top-rule bbox=[19, 195, 1448, 200]
section-rule: — bbox=[561, 279, 574, 292]
edge-line: het de Keiz bbox=[1464, 399, 1511, 409]
edge-line: lichaam in bbox=[1464, 1054, 1508, 1065]
paragraph: De Z. Holl. Kerkb. formuleerde dit aldus: bbox=[913, 401, 1070, 411]
paragraph: Vandaar dat bij den man gereed: „Gij kunt niet zonder hulpe en daarom schept hij de hulpe in de vrouw." En de man die desniettemin zegt: „Ik heb die hulpe niet noodig en zal mij zelf genoegzaam zijn," zet zie of hij hierin Gods ordinantie niet wederstaat. bbox=[244, 818, 452, 868]
edge-line: in het recht bbox=[1464, 916, 1513, 926]
paragraph: geen ceder is, en moet de palm daarom ceder zoeken te worden? bbox=[244, 206, 452, 225]
edge-line: optrad, in tal bbox=[1464, 663, 1519, 674]
paragraph: Hij is de „hulpbehoeftige". Zij is het die hem hulpe biedt. En in dat hulpe bieden schittert vaak haar zedelijke meerderheid. Hij wordt gediend, maar zij is de dienende, en hierin straalt iets van de heerlijkheid van Christus af, die ook niet kwam om gediend te worden, maar om te dienen. bbox=[244, 692, 452, 753]
edge-line: episcopale bbox=[1464, 145, 1509, 156]
column-separator bbox=[896, 206, 897, 2083]
column-separator bbox=[457, 206, 458, 2083]
paragraph: Ze wenscht hierin „de feiten te laten spreken"! bbox=[913, 553, 1093, 562]
paragraph: ze smetteloos heilig waren, noch ook om te kennen te geven dat ze gerechtvaardigd waren in Christus, maar om uit te drukken, dat ze in de bedeeling der schaduwen, naar den aard dezer bedeeling, Gods recht eerden. Hier moet bij de prediking wel op gelet, en wel op gelet bij de lezing van het Oud Verbond. Anders vervalt men in de fout, om dit gebruik van rechtvaardig in het Oud Verbond op alle plaatsen te verklaren van de rechtvaardigheid des geloofs, wat benijden de waarheid gaat en de leer der rechtvaardigmaking geheel vervalscht. bbox=[24, 207, 232, 343]
paragraph: Dit nu is niet alleen in zijn formuleering min juist, maar Roomsch in beginsel. bbox=[903, 900, 1163, 920]
paragraph: Beplaats ons van daarom in dit laatste gedeelte van onze critiek uitsluitend tot de zes stellingen, waarme Dr. Van Ronkel zijn reeks besluit, en waarin hij speelt het beeld van moederkerk. Ze luiden aldus: bbox=[464, 881, 671, 921]
paragraph: Rechtvaardig in Vraag 59 en 60 is bedoeld als rechtstreeks voor God rechtvaardig, gelijk er uitdrukkelijk bijstaat; en in dien zin nu beduidt deze vraag: 1°. dat ik onder Gods recht sta, 2°. dat ik van schending van Gods recht ben aangeklaagd; 3°. dat ik in mijn conscientie mij als een overtreder van dit recht voel; 4°, dat God mij als Rechter oordeelt en 5° dat ik nochtans door zijn oordeel niet veroordeeld, maar vrijgesproken word, en nu uitga als een rechtvaardige, niet als overtreder, maar als een die in overeenstemming met Gods wet voor zijn conscientie, doordien God de oogen voor mijn rechtsschending sloot, maar doordien Hij een weg ontsloot in Christus, om een doenschuldige in zichzelf toch rechtvaardig in den Middelaar te doen zijn. bbox=[24, 382, 232, 577]
edge-line: van in tere bbox=[1464, 548, 1509, 559]
edge-line: zij als een bbox=[1464, 1192, 1506, 1202]
